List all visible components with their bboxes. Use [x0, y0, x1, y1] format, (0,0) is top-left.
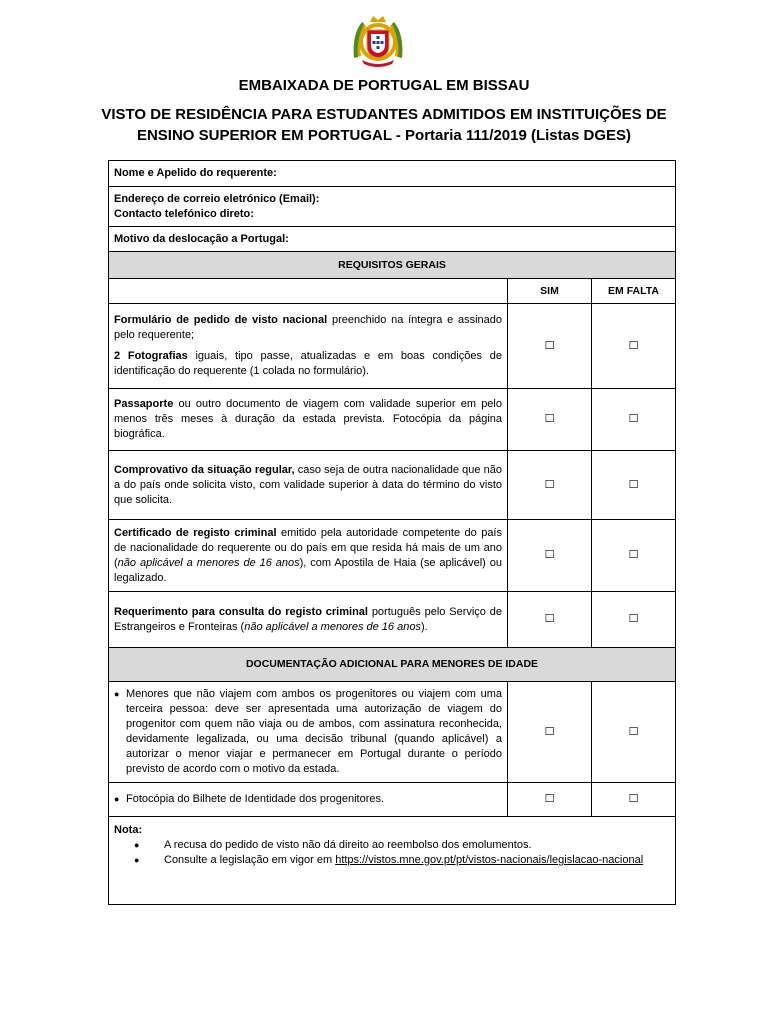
- document-title: VISTO DE RESIDÊNCIA PARA ESTUDANTES ADMITIDOS EM INSTITUIÇÕES DE ENSINO SUPERIOR EM PORTUGAL - Portaria 111/2019 (Listas DGES): [101, 106, 667, 144]
- email-field-label: Endereço de correio eletrónico (Email):: [114, 192, 320, 205]
- checkbox-missing[interactable]: ☐: [592, 520, 676, 592]
- portugal-coat-of-arms-icon: [348, 14, 408, 70]
- checkbox-yes[interactable]: ☐: [508, 389, 592, 451]
- requirement-form-photos: Formulário de pedido de visto nacional preenchido na íntegra e assinado pelo requerente; 2 Fotografias iguais, tipo passe, atualizadas e em boas condições de identificação do requerente (1 colada no formulário).: [109, 304, 508, 389]
- contact-fields: [109, 187, 676, 227]
- minors-travel-authorization: ● Menores que não viajem com ambos os progenitores ou viajem com uma terceira pessoa: deve ser apresentada uma autorização de viagem do progenitor com quem não viaja ou de ambos, com assinatura reconhecida, devidamente legalizada, ou uma decisão tribunal (quando aplicável) a autorizar o menor viajar e permanecer em Portugal durante o período previsto de acordo com o motivo da estada.: [109, 682, 508, 783]
- travel-reason-field: Motivo da deslocação a Portugal:: [109, 227, 676, 252]
- checkbox-yes[interactable]: ☐: [508, 592, 592, 648]
- note-item-legislation: Consulte a legislação em vigor em: [164, 854, 336, 866]
- visa-checklist-table: [108, 160, 676, 905]
- note-label: Nota:: [114, 824, 143, 836]
- embassy-title: EMBAIXADA DE PORTUGAL EM BISSAU: [238, 77, 530, 94]
- legislation-link[interactable]: https://vistos.mne.gov.pt/pt/vistos-nacionais/legislacao-nacional: [335, 854, 644, 866]
- checkbox-yes[interactable]: ☐: [508, 783, 592, 817]
- checkbox-missing[interactable]: ☐: [592, 304, 676, 389]
- checkbox-yes[interactable]: ☐: [508, 520, 592, 592]
- checkbox-yes[interactable]: ☐: [508, 451, 592, 520]
- checkbox-missing[interactable]: ☐: [592, 592, 676, 648]
- requirement-regular-status: Comprovativo da situação regular, caso seja de outra nacionalidade que não a do país onde solicita visto, com validade superior à data do término do visto que solicita.: [109, 451, 508, 520]
- note-section: [109, 817, 676, 905]
- column-missing: EM FALTA: [592, 279, 676, 304]
- bullet-icon: ●: [114, 794, 120, 804]
- bullet-icon: ●: [134, 855, 140, 865]
- bullet-icon: ●: [134, 840, 140, 850]
- note-item-refund: A recusa do pedido de visto não dá direito ao reembolso dos emolumentos.: [164, 839, 532, 851]
- bullet-icon: ●: [114, 689, 120, 699]
- checkbox-missing[interactable]: ☐: [592, 451, 676, 520]
- requirement-passport: Passaporte ou outro documento de viagem com validade superior em pelo menos três meses à duração da estada prevista. Fotocópia da página biográfica.: [109, 389, 508, 451]
- checkbox-missing[interactable]: ☐: [592, 783, 676, 817]
- column-yes: SIM: [508, 279, 592, 304]
- empty-header-cell: [109, 279, 508, 304]
- checkbox-yes[interactable]: ☐: [508, 682, 592, 783]
- checkbox-missing[interactable]: ☐: [592, 682, 676, 783]
- general-requirements-header: REQUISITOS GERAIS: [109, 252, 676, 279]
- requirement-criminal-record-request: Requerimento para consulta do registo criminal português pelo Serviço de Estrangeiros e Fronteiras (não aplicável a menores de 16 anos).: [109, 592, 508, 648]
- checkbox-missing[interactable]: ☐: [592, 389, 676, 451]
- applicant-name-field: Nome e Apelido do requerente:: [109, 161, 676, 187]
- checkbox-yes[interactable]: ☐: [508, 304, 592, 389]
- minors-parents-id: ● Fotocópia do Bilhete de Identidade dos progenitores.: [109, 783, 508, 817]
- minors-documentation-header: DOCUMENTAÇÃO ADICIONAL PARA MENORES DE IDADE: [109, 648, 676, 682]
- phone-field-label: Contacto telefónico direto:: [114, 207, 254, 220]
- requirement-criminal-record: Certificado de registo criminal emitido pela autoridade competente do país de nacionalidade do requerente ou do país em que resida há mais de um ano (não aplicável a menores de 16 anos), com Apostila de Haia (se aplicável) ou legalizado.: [109, 520, 508, 592]
